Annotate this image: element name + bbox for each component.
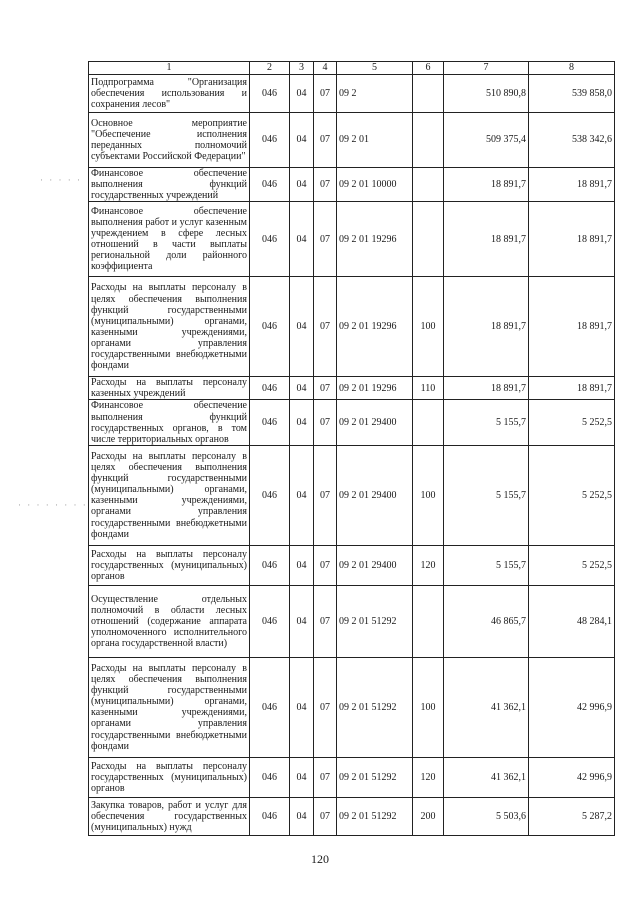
column-2: 046: [250, 75, 290, 113]
column-header: 8: [529, 62, 615, 75]
code: 09 2 01 19296: [337, 377, 413, 400]
column-3: 04: [290, 168, 314, 202]
column-header: 5: [337, 62, 413, 75]
amount-col-7: 18 891,7: [444, 202, 529, 277]
row-name: Расходы на выплаты персоналу государственных (муниципальных) органов: [89, 545, 250, 585]
type-code: 100: [413, 657, 444, 757]
column-4: 07: [314, 545, 337, 585]
table-row: [89, 202, 615, 277]
amount-col-7: 18 891,7: [444, 377, 529, 400]
row-name: Финансовое обеспечение выполнения функций государственных органов, в том числе территориальных органов: [89, 400, 250, 445]
table-row: [89, 585, 615, 657]
column-4: 07: [314, 168, 337, 202]
table-row: [89, 75, 615, 113]
column-header: 6: [413, 62, 444, 75]
column-4: 07: [314, 277, 337, 377]
type-code: 200: [413, 797, 444, 835]
code: 09 2 01 19296: [337, 277, 413, 377]
column-2: 046: [250, 168, 290, 202]
column-2: 046: [250, 585, 290, 657]
row-name: Финансовое обеспечение выполнения работ и услуг казенным учреждением в сфере лесных отношений в части выплаты региональной доли районного коэффициента: [89, 202, 250, 277]
column-3: 04: [290, 113, 314, 168]
amount-col-8: 42 996,9: [529, 757, 615, 797]
column-2: 046: [250, 113, 290, 168]
table-row: [89, 757, 615, 797]
column-4: 07: [314, 585, 337, 657]
type-code: [413, 168, 444, 202]
amount-col-8: 42 996,9: [529, 657, 615, 757]
amount-col-8: 5 287,2: [529, 797, 615, 835]
table-row: [89, 377, 615, 400]
code: 09 2 01 10000: [337, 168, 413, 202]
column-3: 04: [290, 377, 314, 400]
page-number: 120: [311, 852, 329, 866]
column-4: 07: [314, 113, 337, 168]
column-2: 046: [250, 377, 290, 400]
amount-col-8: 5 252,5: [529, 445, 615, 545]
amount-col-8: 539 858,0: [529, 75, 615, 113]
budget-table: [88, 61, 615, 836]
column-3: 04: [290, 757, 314, 797]
amount-col-7: 41 362,1: [444, 657, 529, 757]
amount-col-7: 18 891,7: [444, 277, 529, 377]
column-2: 046: [250, 797, 290, 835]
column-4: 07: [314, 400, 337, 445]
code: 09 2 01 51292: [337, 657, 413, 757]
type-code: [413, 202, 444, 277]
column-3: 04: [290, 797, 314, 835]
table-row: [89, 168, 615, 202]
type-code: [413, 400, 444, 445]
amount-col-7: 5 155,7: [444, 445, 529, 545]
code: 09 2 01: [337, 113, 413, 168]
table-row: [89, 445, 615, 545]
column-4: 07: [314, 657, 337, 757]
code: 09 2: [337, 75, 413, 113]
column-4: 07: [314, 757, 337, 797]
amount-col-7: 46 865,7: [444, 585, 529, 657]
amount-col-7: 510 890,8: [444, 75, 529, 113]
column-3: 04: [290, 400, 314, 445]
code: 09 2 01 29400: [337, 545, 413, 585]
row-name: Основное мероприятие "Обеспечение исполнения переданных полномочий субъектами Российской Федерации": [89, 113, 250, 168]
amount-col-7: 5 155,7: [444, 400, 529, 445]
amount-col-8: 18 891,7: [529, 168, 615, 202]
column-header: 7: [444, 62, 529, 75]
column-4: 07: [314, 202, 337, 277]
amount-col-7: 5 155,7: [444, 545, 529, 585]
row-name: Расходы на выплаты персоналу в целях обеспечения выполнения функций государственными (муниципальными) органами, казенными учреждениями, органами управления государственными внебюджетными фондами: [89, 277, 250, 377]
amount-col-8: 18 891,7: [529, 202, 615, 277]
table-row: [89, 545, 615, 585]
column-2: 046: [250, 202, 290, 277]
column-2: 046: [250, 277, 290, 377]
code: 09 2 01 29400: [337, 400, 413, 445]
amount-col-7: 509 375,4: [444, 113, 529, 168]
amount-col-8: 5 252,5: [529, 545, 615, 585]
column-4: 07: [314, 445, 337, 545]
margin-dots: · · · · ·: [40, 175, 82, 185]
code: 09 2 01 29400: [337, 445, 413, 545]
row-name: Закупка товаров, работ и услуг для обеспечения государственных (муниципальных) нужд: [89, 797, 250, 835]
type-code: 100: [413, 277, 444, 377]
amount-col-8: 18 891,7: [529, 377, 615, 400]
amount-col-8: 538 342,6: [529, 113, 615, 168]
column-header: 2: [250, 62, 290, 75]
column-header: 3: [290, 62, 314, 75]
table-row: [89, 797, 615, 835]
row-name: Осуществление отдельных полномочий в области лесных отношений (содержание аппарата уполномоченного исполнительного органа государственной власти): [89, 585, 250, 657]
code: 09 2 01 51292: [337, 585, 413, 657]
row-name: Расходы на выплаты персоналу в целях обеспечения выполнения функций государственными (муниципальными) органами, казенными учреждениями, органами управления государственными внебюджетными фондами: [89, 445, 250, 545]
column-4: 07: [314, 75, 337, 113]
type-code: [413, 585, 444, 657]
margin-dots: · · · · · · · ·: [18, 500, 88, 510]
row-name: Расходы на выплаты персоналу государственных (муниципальных) органов: [89, 757, 250, 797]
table-header: [89, 62, 615, 75]
type-code: 120: [413, 757, 444, 797]
table-row: [89, 400, 615, 445]
column-3: 04: [290, 202, 314, 277]
code: 09 2 01 51292: [337, 797, 413, 835]
column-2: 046: [250, 545, 290, 585]
amount-col-7: 18 891,7: [444, 168, 529, 202]
column-4: 07: [314, 377, 337, 400]
column-3: 04: [290, 445, 314, 545]
row-name: Расходы на выплаты персоналу казенных учреждений: [89, 377, 250, 400]
table-body: [89, 75, 615, 836]
table-row: [89, 657, 615, 757]
column-2: 046: [250, 657, 290, 757]
amount-col-8: 5 252,5: [529, 400, 615, 445]
column-4: 07: [314, 797, 337, 835]
type-code: 110: [413, 377, 444, 400]
row-name: Финансовое обеспечение выполнения функций государственных учреждений: [89, 168, 250, 202]
type-code: 100: [413, 445, 444, 545]
amount-col-7: 5 503,6: [444, 797, 529, 835]
column-header: 4: [314, 62, 337, 75]
type-code: 120: [413, 545, 444, 585]
column-3: 04: [290, 657, 314, 757]
row-name: Подпрограмма "Организация обеспечения использования и сохранения лесов": [89, 75, 250, 113]
header-row: [89, 62, 615, 75]
column-2: 046: [250, 445, 290, 545]
amount-col-7: 41 362,1: [444, 757, 529, 797]
row-name: Расходы на выплаты персоналу в целях обеспечения выполнения функций государственными (муниципальными) органами, казенными учреждениями, органами управления государственными внебюджетными фондами: [89, 657, 250, 757]
type-code: [413, 113, 444, 168]
table-row: [89, 277, 615, 377]
code: 09 2 01 19296: [337, 202, 413, 277]
amount-col-8: 18 891,7: [529, 277, 615, 377]
code: 09 2 01 51292: [337, 757, 413, 797]
column-3: 04: [290, 75, 314, 113]
column-3: 04: [290, 277, 314, 377]
column-2: 046: [250, 757, 290, 797]
column-3: 04: [290, 585, 314, 657]
amount-col-8: 48 284,1: [529, 585, 615, 657]
column-2: 046: [250, 400, 290, 445]
column-3: 04: [290, 545, 314, 585]
table-row: [89, 113, 615, 168]
type-code: [413, 75, 444, 113]
column-header: 1: [89, 62, 250, 75]
